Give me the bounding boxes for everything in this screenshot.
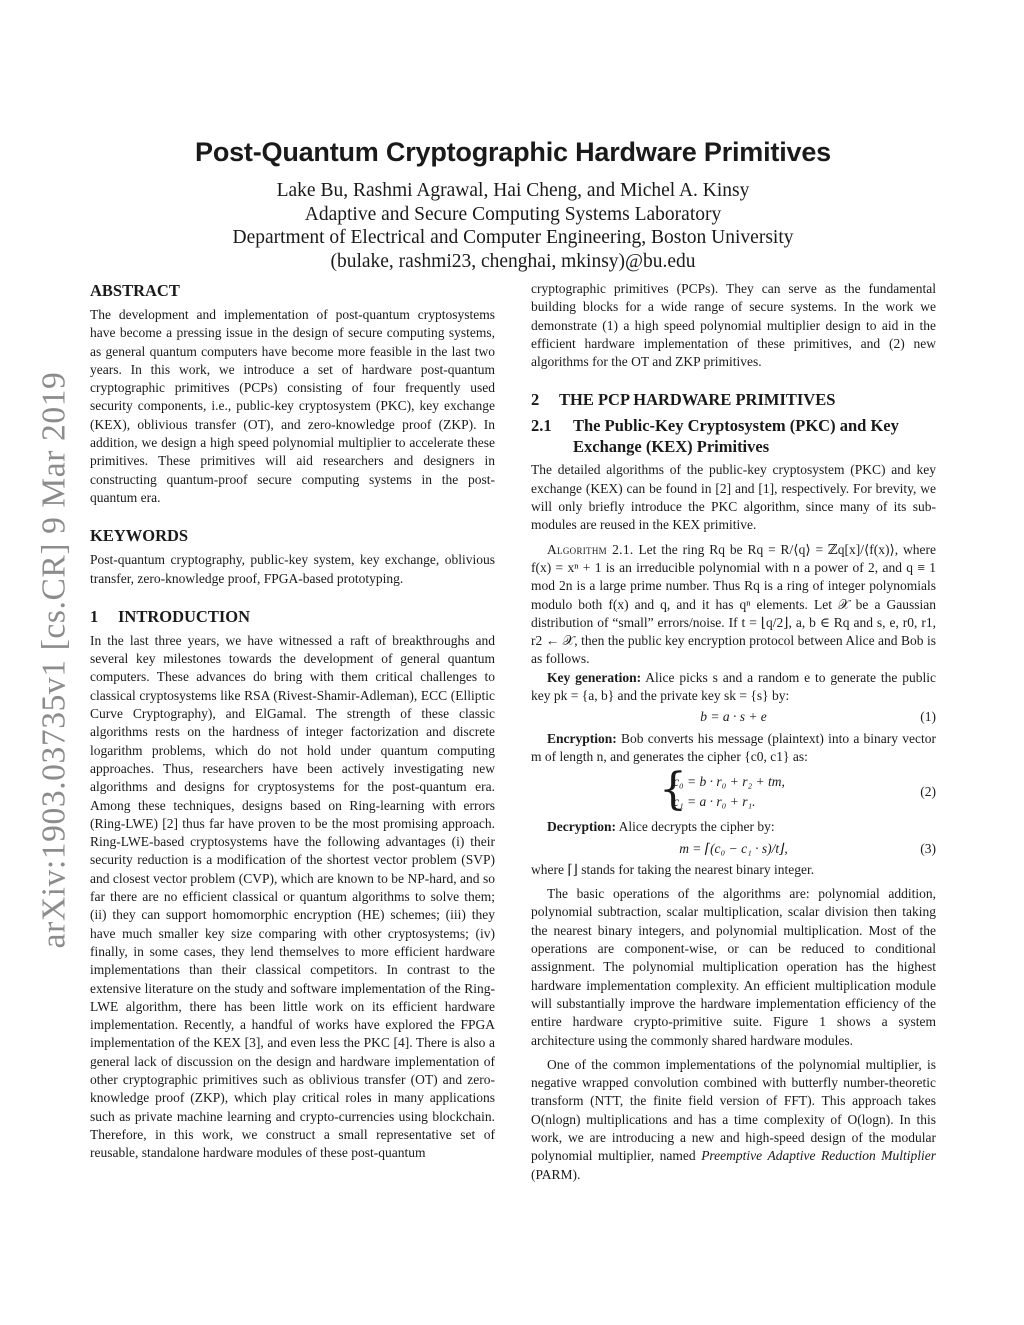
abstract-text: The development and implementation of post-quantum cryptosystems have become a pressing issue in the design of secure computing systems, as general quantum computers have become more feasible in the last two years. In this work, we introduce a set of hardware post-quantum cryptographic primitives (PCPs) consisting of four frequently used security components, i.e., public-key cryptosystem (PKC), key exchange (KEX), oblivious transfer (OT), and zero-knowledge proof (ZKP). In addition, we design a high speed polynomial multiplier to accelerate these primitives. These primitives will aid researchers and designers in constructing quantum-proof secure computing systems in the post-quantum era. xyxy=(90,307,495,505)
equation-3 xyxy=(531,840,936,858)
left-column xyxy=(90,280,495,1162)
keywords-heading: KEYWORDS xyxy=(90,526,189,546)
abstract-heading: ABSTRACT xyxy=(90,281,180,300)
multiplier-paragraph xyxy=(531,1056,936,1184)
equation-3-body: m = ⌈(c₀ − c₁ · s)/t⌋, xyxy=(679,840,788,856)
equation-1-body: b = a · s + e xyxy=(700,709,767,725)
section2-intro: The detailed algorithms of the public-key cryptosystem (PKC) and key exchange (KEX) can be found in [2] and [1], respectively. For brevity, we will only briefly introduce the PKC algorithm, since many of its sub-modules are reused in the KEX primitive. xyxy=(531,462,936,533)
subsection21-number: 2.1 xyxy=(531,416,552,436)
equation-1 xyxy=(531,708,936,726)
decryption-text: Alice decrypts the cipher by: xyxy=(618,819,775,835)
arxiv-identifier xyxy=(22,355,86,965)
basic-operations-paragraph: The basic operations of the algorithms are: polynomial addition, polynomial subtraction, scalar multiplication, scalar division then taking the nearest binary integers, and polynomial multiplication. Most of the operations are component-wise, or can be reduced to conditional assignment. The polynomial multiplication operation has the highest hardware implementation complexity. An efficient multiplication module will substantially improve the hardware implementation efficiency of the entire hardware crypto-primitive suite. Figure 1 shows a system architecture using the commonly shared hardware modules. xyxy=(531,886,936,1048)
introduction-continuation: cryptographic primitives (PCPs). They can serve as the fundamental building blocks for a wide range of secure systems. In the work we demonstrate (1) a high speed polynomial multiplier design to aid in the efficient hardware implementation of these primitives, and (2) new algorithms for the OT and ZKP primitives. xyxy=(531,281,936,370)
keygen-paragraph xyxy=(531,669,936,706)
paper-header xyxy=(90,134,936,273)
arxiv-identifier-text: arXiv:1903.03735v1 [cs.CR] 9 Mar 2019 xyxy=(35,371,72,949)
parm-name: Preemptive Adaptive Reduction Multiplier xyxy=(701,1148,936,1164)
affiliation-department: Department of Electrical and Computer Engineering, Boston University xyxy=(232,227,794,248)
equation-2 xyxy=(531,764,936,816)
keywords-text: Post-quantum cryptography, public-key system, key exchange, oblivious transfer, zero-knowledge proof, FPGA-based prototyping. xyxy=(90,552,495,586)
section2-number: 2 xyxy=(531,390,540,410)
equation-2-line-2: c₁ = a · r₀ + r₁. xyxy=(673,794,756,810)
encryption-paragraph xyxy=(531,730,936,767)
right-column xyxy=(531,280,936,1184)
keygen-text: Alice picks s and a random e to generate the public key pk = {a, b} and the private key sk = {s} by: xyxy=(531,669,936,704)
paper-title: Post-Quantum Cryptographic Hardware Primitives xyxy=(195,137,831,167)
introduction-number: 1 xyxy=(90,606,99,626)
subsection21-heading xyxy=(531,415,936,457)
authors: Lake Bu, Rashmi Agrawal, Hai Cheng, and Michel A. Kinsy xyxy=(276,180,750,201)
affiliation-lab: Adaptive and Secure Computing Systems Laboratory xyxy=(304,203,722,225)
algorithm-paragraph xyxy=(531,541,936,669)
multiplier-text: One of the common implementations of the polynomial multiplier, is negative wrapped convolution combined with butterfly number-theoretic transform (NTT, the finite field version of FFT). This approach takes O(nlogn) multiplications and has a time complexity of O(logn). In this work, we are introducing a new and high-speed design of the modular polynomial multiplier, named xyxy=(531,1056,936,1164)
section2-heading xyxy=(531,389,936,411)
algorithm-text: Let the ring Rq be Rq = R/⟨q⟩ = ℤq[x]/⟨f(x)⟩, where f(x) = xⁿ + 1 is an irreducible polynomial with n a power of 2, and q ≡ 1 mod 2n is a large prime number. Thus Rq is a ring of integer polynomials modulo both f(x) and q, and it has qⁿ elements. Let 𝒳 be a Gaussian distribution of “small” errors/noise. If t = ⌊q/2⌋, a, b ∈ Rq and s, e, r0, r1, r2 ← 𝒳, then the public key encryption protocol between Alice and Bob is as follows. xyxy=(531,541,937,667)
rounding-note: where ⌈⌋ stands for taking the nearest binary integer. xyxy=(531,861,815,877)
parm-abbreviation: (PARM). xyxy=(531,1166,581,1182)
encryption-text: Bob converts his message (plaintext) into a binary vector m of length n, and generates the cipher {c0, c1} as: xyxy=(531,730,936,764)
equation-3-number: (3) xyxy=(920,840,936,856)
section2-title: THE PCP HARDWARE PRIMITIVES xyxy=(559,390,836,410)
introduction-text: In the last three years, we have witnessed a raft of breakthroughs and several key milestones towards the development of general quantum computers. These advances do bring with them critical challenges to classical cryptosystems like RSA (Rivest-Shamir-Adleman), ECC (Elliptic Curve Cryptography), and ElGamal. The strength of these classic algorithms rests on the hardness of integer factorization and discrete logarithm problems, which do not hold under quantum computing approaches. Thus, researchers have been actively investigating new algorithms and designs for cryptosystems for the post-quantum era. Among these techniques, designs based on Ring-learning with errors (Ring-LWE) [2] thus far have proven to be the most promising approach. Ring-LWE-based cryptosystems have the following advantages (i) their security reduction is a modification of the shortest vector problem (SVP) and closest vector problem (CVP), which are known to be NP-hard, and so far there are no efficient classical or quantum algorithms to solve them; (ii) they can support homomorphic encryption (HE) schemes; (iii) they have much smaller key size comparing with other cryptosystems; (iv) finally, in some cases, they lend themselves to more efficient hardware implementations than their classical competitors. In contrast to the extensive literature on the study and software implementation of the Ring-LWE algorithm, there has been little work on its efficient hardware implementation. Recently, a handful of works have explored the FPGA implementation of the KEX [3], and even less the PKC [4]. There is also a general lack of discussion on the design and hardware implementation of other cryptographic primitives such as oblivious transfer (OT) and zero-knowledge proof (ZKP), which play critical roles in many applications such as private machine learning and crypto-currencies using blockchain. Therefore, in this work, we construct a small representative set of reusable, standalone hardware modules of these post-quantum xyxy=(90,632,495,1161)
introduction-heading xyxy=(90,606,495,628)
decryption-label: Decryption: xyxy=(547,819,616,835)
equation-2-number: (2) xyxy=(920,784,936,800)
subsection21-title: The Public-Key Cryptosystem (PKC) and Key Exchange (KEX) Primitives xyxy=(573,416,899,457)
introduction-title: INTRODUCTION xyxy=(118,606,251,626)
decryption-paragraph xyxy=(531,818,936,836)
equation-1-number: (1) xyxy=(920,709,936,725)
keygen-label: Key generation: xyxy=(547,669,642,685)
encryption-label: Encryption: xyxy=(547,730,617,746)
author-emails: (bulake, rashmi23, chenghai, mkinsy)@bu.edu xyxy=(330,250,696,272)
algorithm-label: Algorithm 2.1. xyxy=(547,541,634,557)
equation-2-line-1: c₀ = b · r₀ + r₂ + tm, xyxy=(673,774,785,790)
equation-2-brace: { xyxy=(659,764,687,816)
